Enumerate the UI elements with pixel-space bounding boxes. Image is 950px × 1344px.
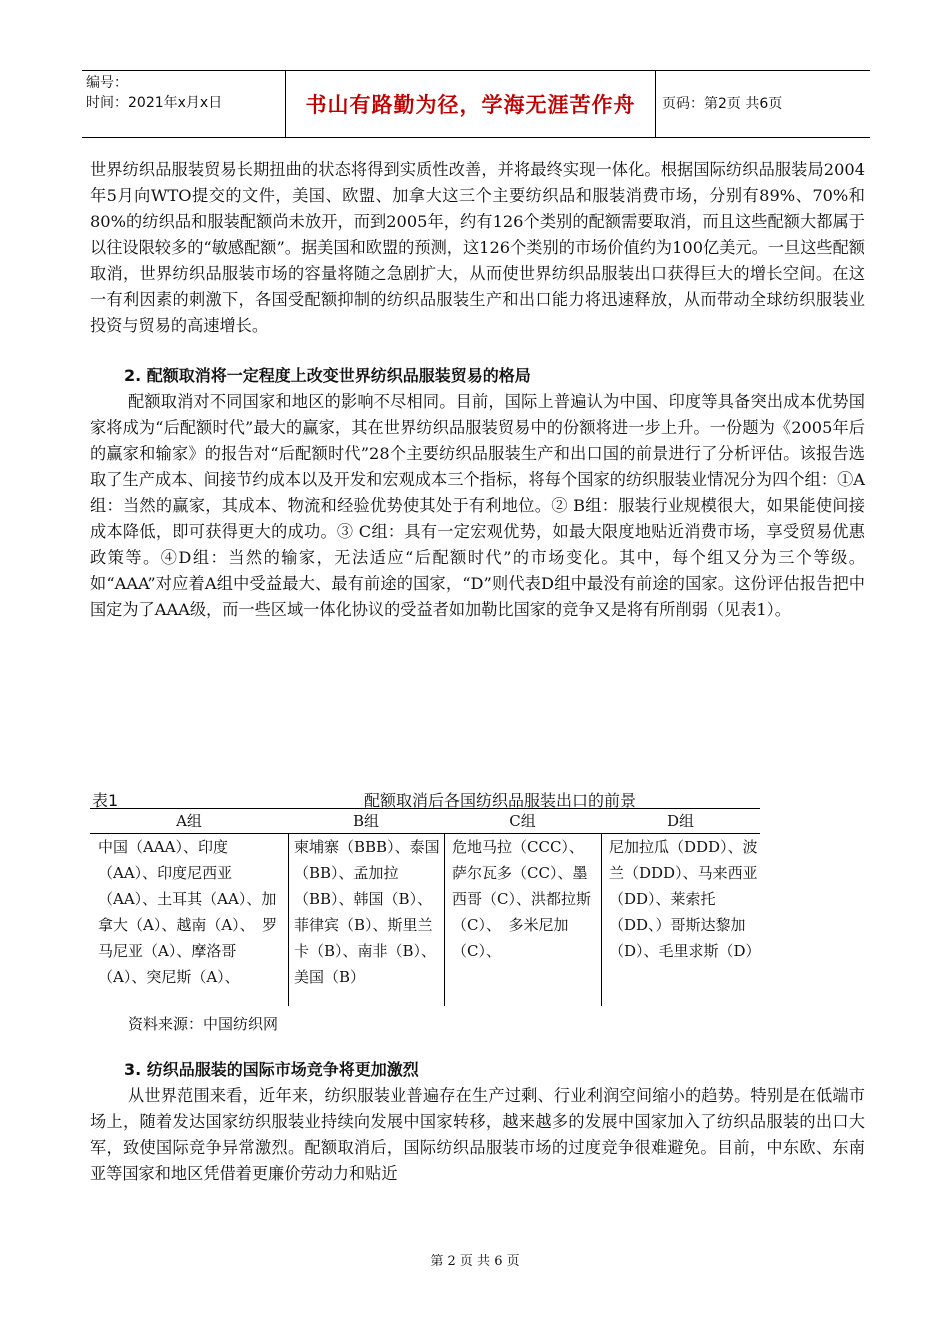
column-header-d: D组 [666, 812, 695, 830]
page-footer: 第 2 页 共 6 页 [430, 1254, 520, 1269]
paragraph-1: 世界纺织品服装贸易长期扭曲的状态将得到实质性改善，并将最终实现一体化。根据国际纺织品服装局2004年5月向WTO提交的文件，美国、欧盟、加拿大这三个主要纺织品和服装消费市场，分别有89%、70%和80%的纺织品和服装配额尚未放开，而到2005年，约有126个类别的配额需要取消，而且这些配额大都属于以往设限较多的“敏感配额”。据美国和欧盟的预测，这126个类别的市场价值约为100亿美元。一旦这些配额取消，世界纺织品服装市场的容量将随之急剧扩大，从而使世界纺织品服装出口获得巨大的增长空间。在这一有利因素的刺激下，各国受配额抑制的纺织品服装生产和出口能力将迅速释放，从而带动全球纺织服装业投资与贸易的高速增长。 [90, 160, 865, 335]
table-source: 资料来源：中国纺织网 [128, 1015, 279, 1033]
page-header [82, 70, 870, 138]
document-date-label: 时间：2021年x月x日 [86, 95, 223, 111]
table-cell-group-a: 中国（AAA）、印度（AA）、印度尼西亚（AA）、土耳其（AA）、加拿大（A）、越南（A）、 罗马尼亚（A）、摩洛哥（A）、突尼斯（A）、 [98, 838, 278, 986]
header-divider [655, 71, 656, 137]
header-page-number: 页码：第2页 共6页 [662, 96, 783, 112]
column-header-a: A组 [176, 812, 202, 830]
prospects-table [90, 808, 760, 1006]
paragraph-2: 配额取消对不同国家和地区的影响不尽相同。目前，国际上普遍认为中国、印度等具备突出成本优势国家将成为“后配额时代”最大的赢家，其在世界纺织品服装贸易中的份额将进一步上升。一份题为《2005年后的赢家和输家》的报告对“后配额时代”28个主要纺织品服装生产和出口国的前景进行了分析评估。该报告选取了生产成本、间接节约成本以及开发和宏观成本三个指标，将每个国家的纺织服装业情况分为四个组：①A组：当然的赢家，其成本、物流和经验优势使其处于有利地位。② B组：服装行业规模很大，如果能使间接成本降低，即可获得更大的成功。③ C组：具有一定宏观优势，如最大限度地贴近消费市场，享受贸易优惠政策等。④D组：当然的输家，无法适应“后配额时代”的市场变化。其中，每个组又分为三个等级。如“AAA”对应着A组中受益最大、最有前途的国家，“D”则代表D组中最没有前途的国家。这份评估报告把中国定为了AAA级，而一些区域一体化协议的受益者如加勒比国家的竞争又是将有所削弱（见表1）。 [90, 392, 865, 619]
column-header-b: B组 [352, 812, 380, 830]
table-rule [90, 808, 760, 809]
table-cell-group-d: 尼加拉瓜（DDD）、波兰（DDD）、马来西亚（DD）、莱索托（DD、）哥斯达黎加（D）、毛里求斯（D） [609, 838, 761, 960]
table-cell-group-b: 柬埔寨（BBB）、泰国（BB）、孟加拉（BB）、韩国（B）、菲律宾（B）、斯里兰卡（B）、南非（B）、美国（B） [294, 838, 440, 986]
table-column-divider [288, 833, 289, 1006]
column-header-c: C组 [509, 812, 536, 830]
section-heading-2: 2. 配额取消将一定程度上改变世界纺织品服装贸易的格局 [124, 366, 531, 385]
table-cell-group-c: 危地马拉（CCC）、萨尔瓦多（CC）、墨西哥（C）、洪都拉斯（C）、 多米尼加（C）、 [452, 838, 591, 960]
table-column-divider [601, 833, 602, 1006]
document-number-label: 编号： [86, 75, 128, 91]
table-label: 表1 [92, 791, 119, 810]
header-meta [86, 73, 286, 113]
section-heading-3: 3. 纺织品服装的国际市场竞争将更加激烈 [124, 1060, 419, 1079]
table-title: 配额取消后各国纺织品服装出口的前景 [364, 791, 637, 810]
header-motto: 书山有路勤为径，学海无涯苦作舟 [305, 93, 636, 117]
paragraph-3: 从世界范围来看，近年来，纺织服装业普遍存在生产过剩、行业利润空间缩小的趋势。特别是在低端市场上，随着发达国家纺织服装业持续向发展中国家转移，越来越多的发展中国家加入了纺织品服装的出口大军，致使国际竞争异常激烈。配额取消后，国际纺织品服装市场的过度竞争很难避免。目前，中东欧、东南亚等国家和地区凭借着更廉价劳动力和贴近 [90, 1086, 865, 1183]
table-column-divider [444, 833, 445, 1006]
